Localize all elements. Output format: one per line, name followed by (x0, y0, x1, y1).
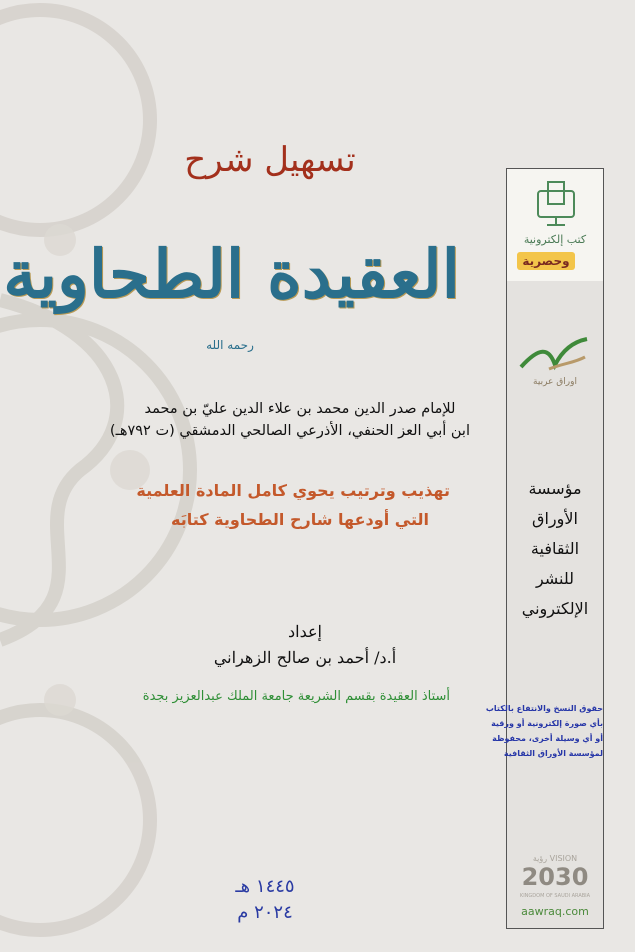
rights-line: حقوق النسخ والانتفاع بالكتاب (485, 704, 603, 713)
vision-year: 2030 (521, 863, 589, 891)
ebook-monitor-icon (535, 179, 577, 229)
publisher-line: الإلكتروني (521, 599, 589, 618)
author-line-1: للإمام صدر الدين محمد بن علاء الدين عليّ بن محمد (144, 401, 456, 417)
publisher-line: مؤسسة (528, 479, 582, 498)
rights-line: لمؤسسة الأوراق الثقافية (503, 749, 603, 758)
publisher-panel (485, 168, 604, 929)
prepared-label: إعداد (288, 622, 322, 641)
website-link[interactable]: aawraq.com (521, 905, 589, 918)
title-top: تسهيل شرح (184, 140, 356, 180)
rights-line: أو أي وسيلة أخرى، محفوظة (492, 734, 603, 743)
author-line-2: ابن أبي العز الحنفي، الأذرعي الصالحي الدمشقي (ت ٧٩٢هـ) (109, 423, 470, 439)
preparer-name: أ.د/ أحمد بن صالح الزهراني (213, 648, 397, 667)
rights-line: بأي صورة إلكترونية أو ورقية (491, 719, 603, 728)
badge-line-2: وحصرية (522, 254, 570, 268)
publisher-line: الأوراق (532, 509, 578, 528)
year-gregorian: ٢٠٢٤ م (237, 902, 293, 923)
year-hijri: ١٤٤٥ هـ (235, 876, 295, 897)
rights-notice (485, 701, 603, 761)
preparer-title: أستاذ العقيدة بقسم الشريعة جامعة الملك عبدالعزيز بجدة (142, 689, 450, 704)
ebook-badge (507, 169, 603, 281)
awraq-logo-icon (519, 337, 589, 373)
logo-text: اوراق عربية (533, 377, 577, 387)
description-line-2: التي أودعها شارح الطحاوية كتابَه (171, 510, 429, 529)
description-line-1: تهذيب وترتيب يحوي كامل المادة العلمية (136, 481, 450, 500)
badge-line-1: كتب إلكترونية (523, 233, 587, 246)
publisher-line: الثقافية (530, 539, 580, 558)
publisher-name (507, 474, 603, 624)
vision-subtitle: KINGDOM OF SAUDI ARABIA (519, 893, 591, 899)
main-title: العقيدة الطحاوية (3, 235, 460, 313)
publisher-line: للنشر (535, 569, 575, 588)
vision-label: VISION رؤية (532, 854, 578, 863)
title-honorific: رحمه الله (206, 338, 254, 352)
